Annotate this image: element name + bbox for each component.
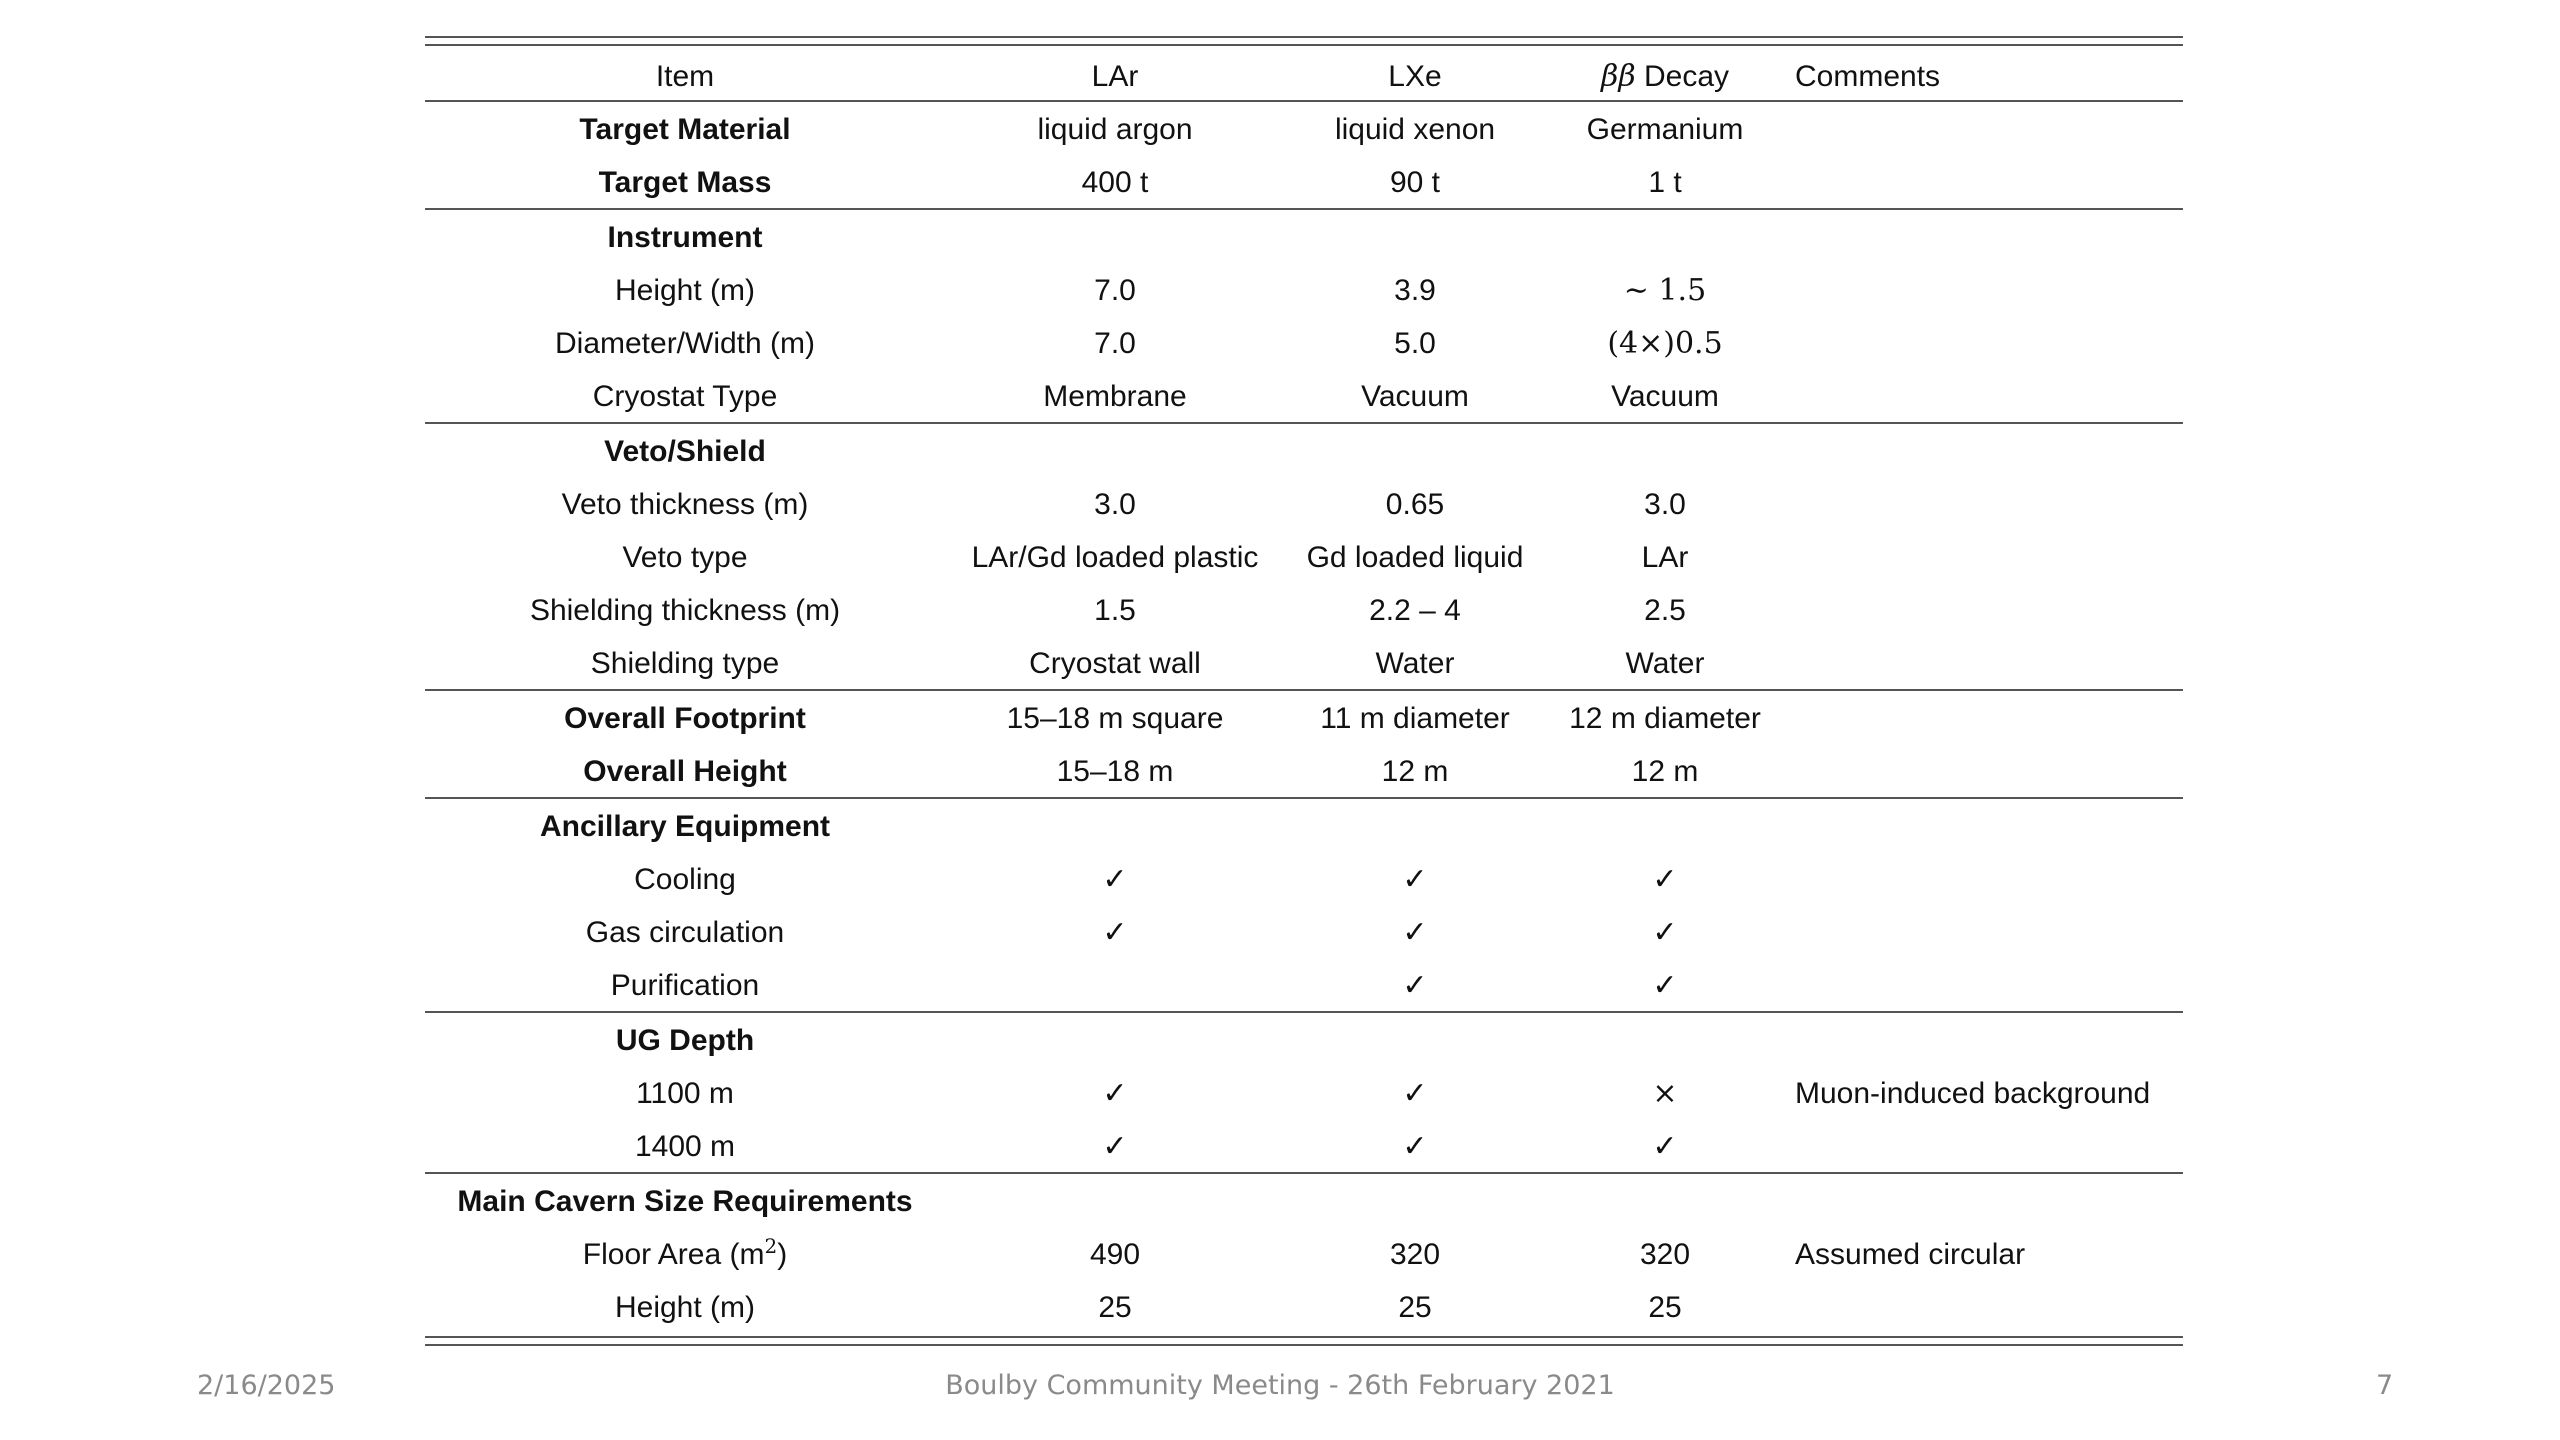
lxe-value: 2.2 – 4 — [1369, 594, 1461, 627]
item-label: Target Material — [579, 113, 791, 146]
lxe-value: 3.9 — [1394, 274, 1436, 307]
lxe-value: 0.65 — [1385, 488, 1445, 521]
table-row — [425, 1120, 2183, 1173]
table-bottom-rule — [425, 1336, 2183, 1338]
section-heading-row — [425, 1175, 2183, 1228]
table-row — [425, 370, 2183, 423]
item-label: Shielding thickness (m) — [529, 594, 841, 627]
lxe-value: Water — [1375, 647, 1455, 680]
lar-value: 15–18 m square — [1006, 702, 1224, 735]
bb-value: 320 — [1639, 1238, 1691, 1271]
bb-value: Germanium — [1586, 113, 1744, 146]
table-row — [425, 1228, 2183, 1281]
bb-value: 3.0 — [1644, 488, 1686, 521]
table-row — [425, 156, 2183, 209]
bb-value: (4×)0.5 — [1607, 326, 1723, 361]
bb-value: 12 m — [1631, 755, 1699, 788]
bb-check: ✓ — [1652, 915, 1678, 950]
lar-value: 7.0 — [1094, 274, 1136, 307]
lxe-value: 320 — [1389, 1238, 1441, 1271]
lxe-value: 25 — [1398, 1291, 1432, 1324]
lxe-value: liquid xenon — [1334, 113, 1496, 146]
floor-area-label: Floor Area (m — [582, 1238, 765, 1271]
item-label: Veto type — [622, 541, 748, 574]
section-heading-row — [425, 425, 2183, 478]
header-bb-decay — [1545, 50, 1785, 103]
lar-check: ✓ — [1102, 1129, 1128, 1164]
lxe-value: Gd loaded liquid — [1306, 541, 1524, 574]
item-label: Height (m) — [614, 1291, 756, 1324]
lxe-check: ✓ — [1402, 1076, 1428, 1111]
item-label: Cooling — [634, 863, 736, 896]
lar-check: ✓ — [1102, 1076, 1128, 1111]
bb-check: ✓ — [1652, 1129, 1678, 1164]
item-label: 1400 m — [634, 1130, 736, 1163]
page-number: 7 — [2376, 1370, 2394, 1401]
item-label: Overall Height — [583, 755, 787, 788]
table-row — [425, 264, 2183, 317]
table-row — [425, 103, 2183, 156]
table-row — [425, 317, 2183, 370]
header-rule — [425, 100, 2183, 102]
bb-check: ✓ — [1652, 968, 1678, 1003]
section-heading: UG Depth — [615, 1024, 755, 1057]
table-row — [425, 745, 2183, 798]
section-rule — [425, 1172, 2183, 1174]
section-heading-row — [425, 800, 2183, 853]
item-label: Shielding type — [590, 647, 780, 680]
floor-area-label-end: ) — [777, 1238, 788, 1271]
lar-value: 3.0 — [1094, 488, 1136, 521]
lxe-check: ✓ — [1402, 968, 1428, 1003]
lxe-value: 5.0 — [1394, 327, 1436, 360]
header-bb-symbol: ββ — [1600, 59, 1636, 94]
bb-value: 25 — [1648, 1291, 1682, 1324]
lar-value: Cryostat wall — [1029, 647, 1201, 680]
footer-date: 2/16/2025 — [197, 1370, 336, 1401]
lxe-check: ✓ — [1402, 862, 1428, 897]
lxe-value: 90 t — [1389, 166, 1441, 199]
lar-check: ✓ — [1102, 915, 1128, 950]
table-top-rule-2 — [425, 44, 2183, 46]
comment: Muon-induced background — [1795, 1077, 2151, 1110]
lar-value: LAr/Gd loaded plastic — [971, 541, 1259, 574]
table-row — [425, 478, 2183, 531]
bb-value: 1 t — [1648, 166, 1682, 199]
bb-cross: × — [1652, 1076, 1678, 1111]
item-label: Purification — [610, 969, 760, 1002]
bb-value: LAr — [1641, 541, 1689, 574]
table-row — [425, 637, 2183, 690]
lar-check — [945, 959, 1285, 1012]
table-row — [425, 906, 2183, 959]
lxe-check: ✓ — [1402, 1129, 1428, 1164]
section-heading: Ancillary Equipment — [539, 810, 831, 843]
item-label: Diameter/Width (m) — [554, 327, 816, 360]
lar-value: 1.5 — [1094, 594, 1136, 627]
header-lxe: LXe — [1388, 60, 1442, 93]
section-heading: Instrument — [607, 221, 763, 254]
lar-value: 7.0 — [1094, 327, 1136, 360]
lxe-value: 12 m — [1381, 755, 1449, 788]
table-row — [425, 853, 2183, 906]
section-rule — [425, 208, 2183, 210]
item-label: Cryostat Type — [592, 380, 778, 413]
bb-value: Vacuum — [1611, 380, 1719, 413]
item-label: Target Mass — [598, 166, 772, 199]
table-row — [425, 1067, 2183, 1120]
section-heading-row — [425, 1014, 2183, 1067]
lar-value: 400 t — [1081, 166, 1149, 199]
lxe-value: 11 m diameter — [1320, 702, 1510, 735]
table-row — [425, 692, 2183, 745]
lar-value: 15–18 m — [1056, 755, 1174, 788]
lar-value: Membrane — [1043, 380, 1187, 413]
lar-value: liquid argon — [1037, 113, 1193, 146]
section-rule — [425, 1011, 2183, 1013]
item-label — [425, 1228, 945, 1281]
section-rule — [425, 797, 2183, 799]
item-label: 1100 m — [636, 1077, 734, 1110]
footer-title: Boulby Community Meeting - 26th February 2021 — [945, 1370, 1615, 1401]
section-rule — [425, 422, 2183, 424]
bb-value: 12 m diameter — [1569, 702, 1761, 735]
table-row — [425, 1281, 2183, 1334]
lxe-value: Vacuum — [1361, 380, 1469, 413]
header-bb-text: Decay — [1635, 60, 1730, 93]
section-heading: Veto/Shield — [604, 435, 766, 468]
lar-value: 490 — [1089, 1238, 1141, 1271]
table-row — [425, 584, 2183, 637]
floor-area-exponent: 2 — [764, 1234, 778, 1258]
section-rule — [425, 689, 2183, 691]
table-top-rule — [425, 36, 2183, 38]
section-heading: Main Cavern Size Requirements — [457, 1185, 913, 1218]
table-header-row — [425, 50, 2183, 103]
bb-value: ∼ 1.5 — [1623, 273, 1707, 308]
item-label: Height (m) — [614, 274, 756, 307]
item-label: Overall Footprint — [564, 702, 806, 735]
header-lar: LAr — [1091, 60, 1139, 93]
header-item: Item — [655, 60, 715, 93]
lar-value: 25 — [1098, 1291, 1132, 1324]
lxe-check: ✓ — [1402, 915, 1428, 950]
bb-check: ✓ — [1652, 862, 1678, 897]
table-row — [425, 531, 2183, 584]
table-bottom-rule-2 — [425, 1344, 2183, 1346]
bb-value: Water — [1625, 647, 1705, 680]
header-comments: Comments — [1795, 60, 1941, 93]
section-heading-row — [425, 211, 2183, 264]
table-row — [425, 959, 2183, 1012]
comment: Assumed circular — [1795, 1238, 2026, 1271]
item-label: Gas circulation — [585, 916, 785, 949]
item-label: Veto thickness (m) — [561, 488, 809, 521]
bb-value: 2.5 — [1644, 594, 1686, 627]
lar-check: ✓ — [1102, 862, 1128, 897]
